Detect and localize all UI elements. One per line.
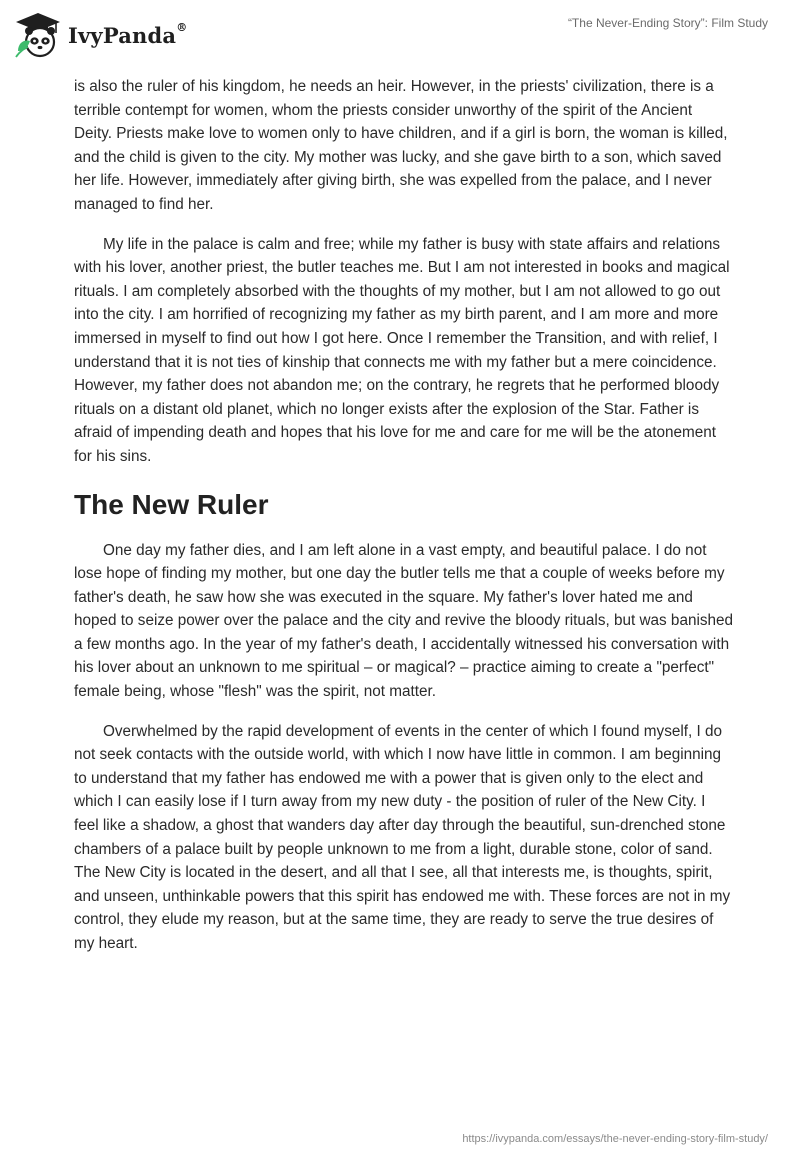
- section-heading: The New Ruler: [74, 488, 269, 520]
- paragraph-1: is also the ruler of his kingdom, he needs an heir. However, in the priests' civilization, there is a terrible contempt for women, whom the priests consider unworthy of the spirit of the Ancient Deity. Priests make love to women only to have children, and if a girl is born, the woman is killed, and the child is given to the city. My mother was lucky, and she gave birth to a son, which saved her life. However, immediately after giving birth, she was expelled from the palace, and I never managed to find her.: [74, 78, 728, 213]
- paragraph-4: Overwhelmed by the rapid development of events in the center of which I found myself, I do not seek contacts with the outside world, with which I now have little in common. I am beginning to understand that my father has endowed me with a power that is given only to the elect and which I can easily lose if I turn away from my new duty - the position of ruler of the New City. I feel like a shadow, a ghost that wanders day after day through the beautiful, sun-drenched stone chambers of a palace built by people unknown to me from a light, durable stone, color of sand. The New City is located in the desert, and all that I see, all that interests me, is thoughts, spirit, and unseen, unthinkable powers that this spirit has endowed me with. These forces are not in my control, they elude my reason, but at the same time, they are ready to serve the true desires of my heart.: [74, 722, 731, 952]
- panda-graduate-icon: [14, 11, 62, 59]
- document-title: “The Never-Ending Story”: Film Study: [567, 16, 768, 30]
- page-header: [0, 0, 800, 72]
- ivypanda-logo[interactable]: [14, 10, 187, 60]
- paragraph-2: My life in the palace is calm and free; while my father is busy with state affairs and relations with his lover, another priest, the butler teaches me. But I am not interested in books and magical rituals. I am completely absorbed with the thoughts of my mother, but I am not allowed to go out into the city. I am horrified of recognizing my father as my birth parent, and I am more and more immersed in myself to find out how I got here. Once I remember the Transition, and with relief, I understand that it is not ties of kinship that connects me with my father but a mere coincidence. However, my father does not abandon me; on the contrary, he regrets that he performed bloody rituals on a distant old planet, which no longer exists after the explosion of the Star. Father is afraid of impending death and hopes that his love for me and care for me will be the atonement for his sins.: [74, 235, 730, 465]
- paragraph-3: One day my father dies, and I am left alone in a vast empty, and beautiful palace. I do not lose hope of finding my mother, but one day the butler tells me that a couple of weeks before my father's death, he saw how she was executed in the square. My father's lover hated me and hoped to seize power over the palace and the city and revive the bloody rituals, but was banished a few months ago. In the year of my father's death, I accidentally witnessed his conversation with his lover about an unknown to me spiritual – or magical? – practice aiming to create a "perfect" female being, whose "flesh" was the spirit, not matter.: [74, 541, 734, 701]
- source-url[interactable]: https://ivypanda.com/essays/the-never-ending-story-film-study/: [462, 1133, 768, 1145]
- essay-body: [74, 75, 734, 972]
- brand-name: IvyPanda®: [68, 20, 188, 48]
